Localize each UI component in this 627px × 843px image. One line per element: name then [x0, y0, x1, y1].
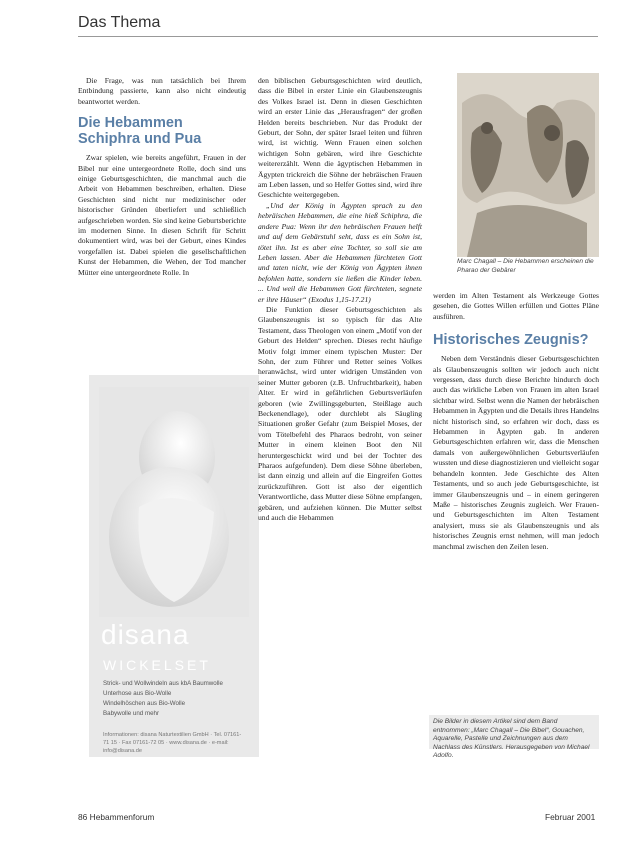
footer-right: Februar 2001 — [545, 812, 596, 822]
intro-paragraph: Die Frage, was nun tatsächlich bei Ihrem Entbindung passierte, kann also nicht eindeutig beantwortet werden. — [78, 76, 246, 106]
chagall-painting-image — [457, 73, 599, 257]
baby-figure-image — [99, 387, 249, 617]
painting-drawing — [457, 73, 599, 257]
ad-feature: Windelhöschen aus Bio-Wolle — [103, 700, 186, 707]
column-2 — [258, 76, 422, 523]
ad-feature: Babywolle und mehr — [103, 710, 160, 717]
ad-brand: disana — [101, 619, 190, 650]
picture-caption: Marc Chagall – Die Hebammen erscheinen die Pharao der Gebärer — [457, 258, 594, 274]
paragraph-quote: „Und der König in Ägypten sprach zu den hebräischen Hebammen, die eine hieß Schiphra, die andere Pua: Wenn ihr den hebräischen Frauen helft und auf dem Gebärstuhl seht, dass es ein Sohn ist, tötet ihn. Ist es aber eine Tochter, so soll sie am Leben lassen. Aber die Hebammen fürchteten Gott und taten nicht, wie der König von Ägypten ihnen befohlen hatte, sondern sie ließen die Kinder leben. ... Und weil die Hebammen Gott fürchteten, segnete er ihre Häuser“ (Exodus 1,15-17.21) — [258, 200, 422, 304]
ad-subtitle: WICKELSET — [103, 657, 211, 673]
ad-features — [103, 679, 223, 719]
image-source-note: Die Bilder in diesem Artikel sind dem Band entnommen: „Marc Chagall – Die Bibel“, Gouachen, Aquarelle, Pastelle und Zeichnungen aus dem Nachlass des Künstlers. Herausgegeben von Michael Adolfo. — [429, 715, 599, 749]
ad-feature: Strick- und Wollwindeln aus kbA Baumwolle — [103, 680, 223, 687]
heading-hebammen: Die Hebammen Schiphra und Pua — [78, 115, 202, 148]
footer-left: 86 Hebammenforum — [78, 812, 155, 822]
paragraph: werden im Alten Testament als Werkzeuge Gottes gesehen, die Gottes Willen erfüllen und Gottes Pläne ausführen. — [433, 291, 599, 321]
section-title: Das Thema — [78, 14, 161, 31]
heading-zeugnis: Historisches Zeugnis? — [433, 332, 589, 349]
body-paragraph: Zwar spielen, wie bereits angeführt, Frauen in der Bibel nur eine untergeordnete Rolle, doch sind uns einige Geburtsgeschichten, die manchmal auch die Arbeit von Hebammen beschreiben, erhalten. Diese Geschichten sind nicht nur medizinischer oder historischer Gründen überliefert und schließlich aufgeschrieben worden. Sie sind keine Geburtsberichte im modernen Sinne. In diesen Schrift für Schritt dokumentiert wird, was bei der Geburt, eines Kindes vorgefallen ist. Dabei spielen die gesellschaftlichen Kunst der Hebammen, die Wehen, der Tod mancher Mütter eine untergeordnete Rolle. In — [78, 153, 246, 277]
column-1 — [78, 76, 246, 278]
ad-feature: Unterhose aus Bio-Wolle — [103, 690, 172, 697]
disana-advertisement — [89, 375, 259, 757]
header-rule — [78, 36, 598, 37]
column-1-intro — [78, 76, 246, 107]
paragraph: Die Funktion dieser Geburtsgeschichten als Glaubenszeugnis ist so typisch für das Alte Testament, dass Theologen von einem „Motif von der Geburt des Helden“ sprechen. Dieses recht häufige Motiv folgt immer einem typischen Muster: Der Sohn, der zum Führer und Retter seines Volkes heranwächst, wird unter widrigen Umständen von seiner Mutter geboren (z.B. Unfruchtbarkeit), haben Alter. Er wird in gefährlichen Geburtsverläufen geboren (wie Zwillingsgeburten, Steißlage auch Beckenendlage), oder durchlebt als Säugling Situationen großer Gefahr (zum Beispiel Moses, der vom Tötelbefehl des Pharaos bedroht, von seiner Mutter in einem kleinen Boot den Nil heruntergeschickt wird und bei der Tochter des Pharaos aufgefunden). Dem diese Söhne überleben, ist dann einzig und allein auf die Eingreifen Gottes zurückzuführen. Gott ist also der eigentlich Verantwortliche, dass Mutter diese Söhne empfangen, gebären, und aufziehen können. Die Mutter selbst und auch die Hebammen — [258, 304, 422, 523]
column-3 — [433, 291, 599, 552]
ad-contact: Informationen: disana Naturtextilien GmbH · Tel. 07161-71 15 · Fax 07161-72 05 · www.disana.de · e-mail: info@disana.de — [103, 732, 242, 754]
paragraph: Neben dem Verständnis dieser Geburtsgeschichten als Glaubenszeugnis sollten wir jedoch auch nicht vergessen, dass durch diese Berichte hindurch doch auch das wirkliche Leben von Frauen im alten Israel sichtbar wird. Selbst wenn die Namen der hebräischen Hebammen in Ägypten und die Details ihres Handelns nicht historisch sind, so erfahren wir doch, dass es Hebammen in Ägypten gab. In anderen Geburtsgeschichten erfahren wir, dass die Menschen damals von außergewöhnlichen Geburtsverläufen wussten und diese diagnostizieren und vielleicht sogar behandeln konnten. Jede Geschichte des Alten Testaments, und so auch jede Geburtsgeschichte, ist immer Glaubenszeugnis und – in einem geringeren Maße – historisches Zeugnis zugleich. Wer Frauen- und Geburtsgeschichten im Alten Testament analysiert, muss sie als Glaubenszeugnis und als historisches Zeugnis ernst nehmen, will man jedoch manchmal zwischen den Zeilen lesen. — [433, 354, 599, 551]
paragraph: den biblischen Geburtsgeschichten wird deutlich, dass die Bibel in erster Linie ein Glaubenszeugnis des Volkes Israel ist. Denn in diesen Geschichten wird an erster Linie das „Herausfragen“ der großen Helden bereits beschrieben. Nur das Produkt der Geburt, der Sohn, der später Israel leiten und führen wird, ist wichtig. Wenn Frauen einen solchen wichtigen Sohn gebären, wird ihre Geschichte weitererzählt. Wenn die ägyptischen Hebammen in Ägypten trickreich die Söhne der hebräischen Frauen am Leben lassen, und so Helfer Gottes sind, wird ihre Geschichte weitergegeben. — [258, 76, 422, 200]
column-1-body — [78, 153, 246, 278]
